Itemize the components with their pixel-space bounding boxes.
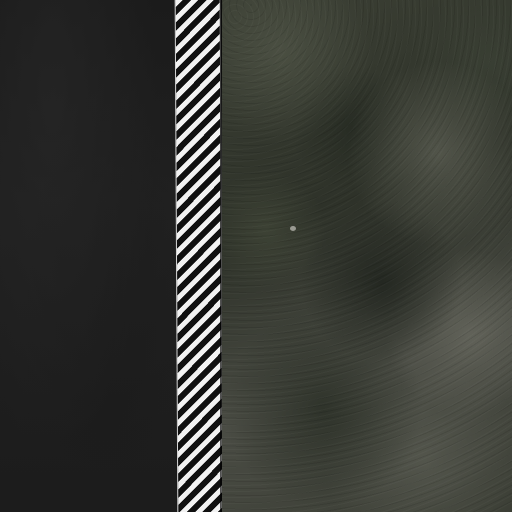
asphalt-surface <box>0 0 176 512</box>
light-speck <box>290 226 296 231</box>
hatched-marking-strip <box>175 0 224 512</box>
vegetation-texture <box>222 0 512 512</box>
